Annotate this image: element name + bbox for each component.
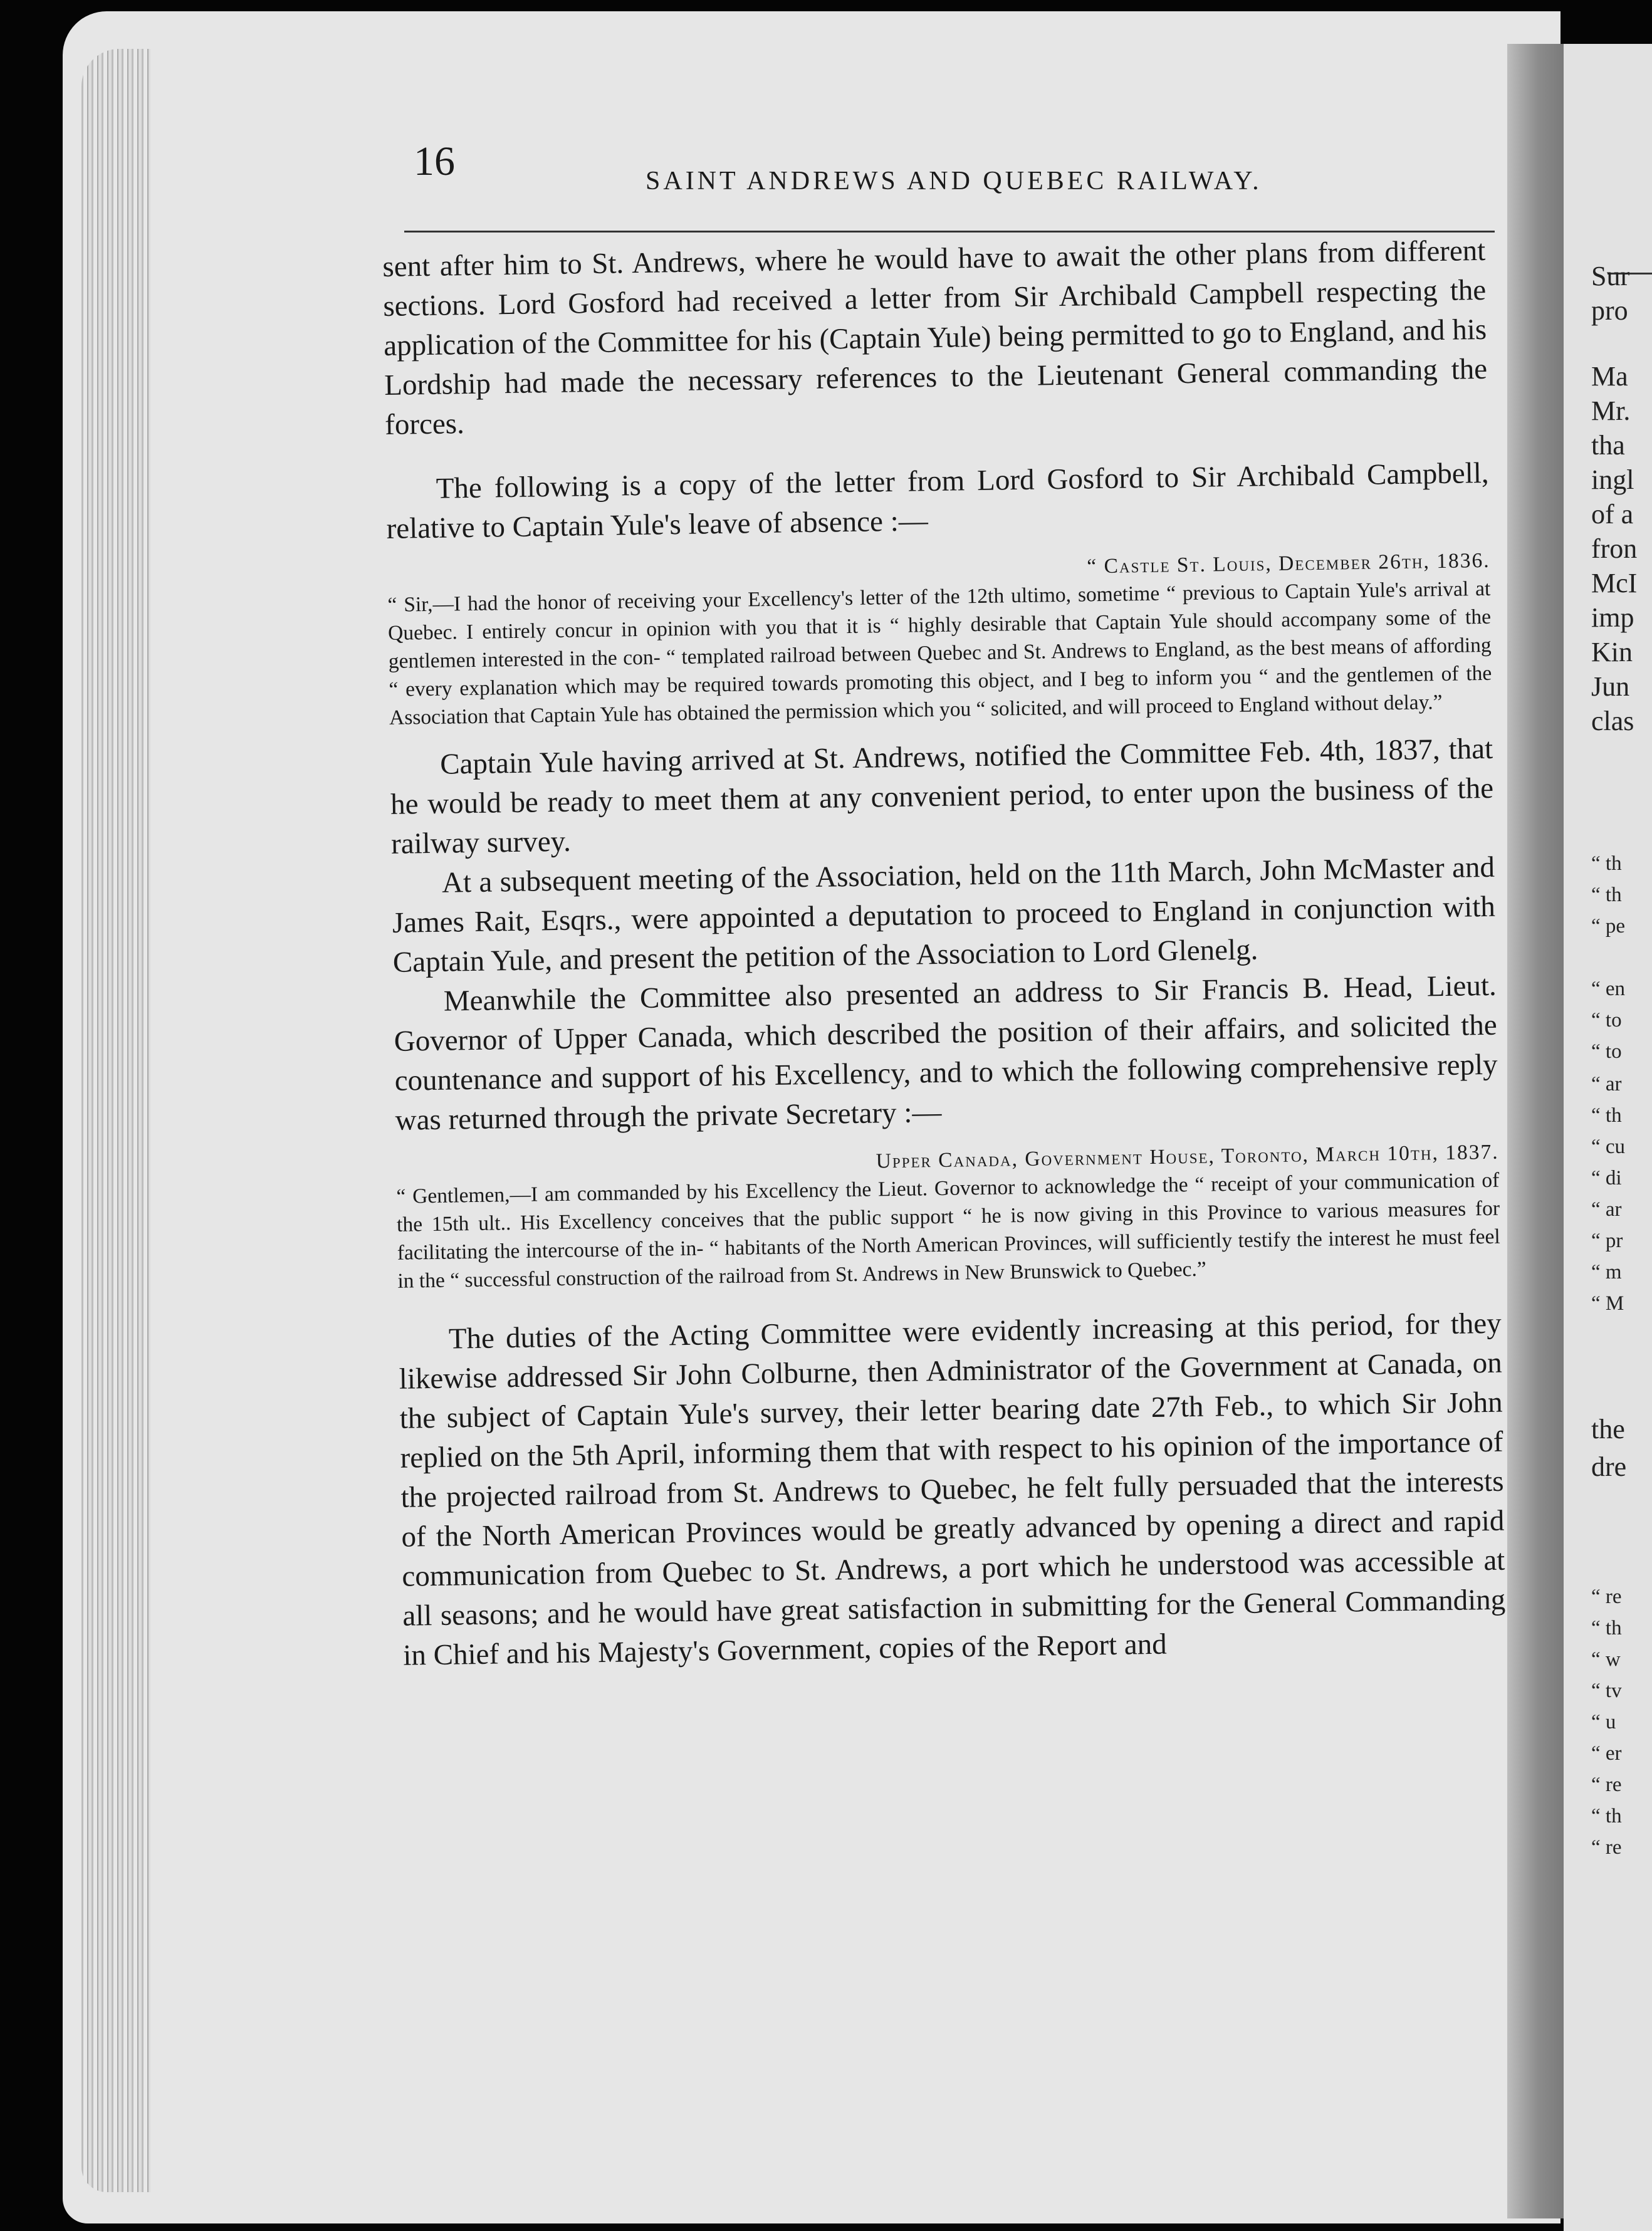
facing-page-text-fragment: dre <box>1591 1451 1627 1482</box>
paragraph-3: Captain Yule having arrived at St. Andrews, notified the Committee Feb. 4th, 1837, that he would be ready to meet them at any convenient period, to enter upon the business of the railway survey. <box>390 732 1494 860</box>
header-rule <box>404 231 1495 233</box>
facing-page-text-fragment: imp <box>1591 602 1634 633</box>
facing-page-text-fragment: the <box>1591 1414 1625 1445</box>
facing-page-text-fragment: “ re <box>1591 1586 1622 1608</box>
running-title: SAINT ANDREWS AND QUEBEC RAILWAY. <box>646 167 1262 196</box>
facing-page-text-fragment: “ pr <box>1591 1230 1623 1252</box>
letter-2-dateline: Upper Canada, Government House, Toronto, March 10th, 1837. <box>876 1140 1499 1173</box>
facing-page-text-fragment: Ma <box>1591 361 1628 392</box>
facing-page-text-fragment: “ th <box>1591 884 1622 906</box>
paragraph-6: The duties of the Acting Committee were evidently increasing at this period, for they likewise addressed Sir John Colburne, then Administrator of the Government at Canada, on the subject of Captain Yule's survey, their letter bearing date 27th Feb., to which Sir John replied on the 5th April, informing them that with respect to his opinion of the importance of the projected railroad from St. Andrews to Quebec, he felt fully persuaded that the interests of the North American Provinces would be greatly advanced by opening a direct and rapid communication from Quebec to St. Andrews, a port which he understood was accessible at all seasons; and he would have great satisfaction in submitting for the General Commanding in Chief and his Majesty's Government, copies of the Report and <box>399 1307 1506 1672</box>
facing-page-text-fragment: “ re <box>1591 1836 1622 1859</box>
facing-page-text-fragment: “ w <box>1591 1648 1621 1671</box>
facing-page-text-fragment: ingl <box>1591 464 1634 495</box>
letter-2-text: “ Gentlemen,—I am commanded by his Excellency the Lieut. Governor to acknowledge the “ receipt of your communication of the 15th ult.. His Excellency conceives that the public support “ he is now giving in this Province to various measures for facilitating the intercourse of the in- “ habitants of the North American Provinces, will sufficiently testify the interest he must feel in the “ successful construction of the railroad from St. Andrews in New Brunswick to Quebec.” <box>396 1168 1500 1293</box>
facing-page-text-fragment: “ tv <box>1591 1680 1622 1702</box>
facing-page-text-fragment: “ en <box>1591 978 1626 1000</box>
facing-page-text-fragment: “ th <box>1591 852 1622 875</box>
paragraph-4: At a subsequent meeting of the Association, held on the 11th March, John McMaster and James Rait, Esqrs., were appointed a deputation to proceed to England in conjunction with Captain Yule, and present the petition of the Association to Lord Glenelg. <box>392 850 1496 979</box>
facing-page-text-fragment: McI <box>1591 568 1638 598</box>
facing-page-text-fragment: “ th <box>1591 1805 1622 1827</box>
facing-page-text-fragment: tha <box>1591 430 1625 461</box>
stacked-page-edges <box>81 49 150 2192</box>
facing-page-text-fragment: Sur <box>1591 261 1630 291</box>
paragraph-5: Meanwhile the Committee also presented an address to Sir Francis B. Head, Lieut. Governor of Upper Canada, which described the position of their affairs, and solicited the countenance and support of his Excellency, and to which the following comprehensive reply was returned through the private Secretary :— <box>394 969 1498 1137</box>
paragraph-1: sent after him to St. Andrews, where he would have to await the other plans from different sections. Lord Gosford had received a letter from Sir Archibald Campbell respecting the application of the Committee for his (Captain Yule) being permitted to go to England, and his Lordship had made the necessary references to the Lieutenant General commanding the forces. <box>382 234 1488 441</box>
facing-page-text-fragment: clas <box>1591 706 1634 736</box>
facing-page-text-fragment: Jun <box>1591 671 1630 702</box>
facing-page-text-fragment: “ M <box>1591 1292 1624 1315</box>
facing-page-text-fragment: “ th <box>1591 1617 1622 1639</box>
facing-page-text-fragment: “ ar <box>1591 1073 1622 1095</box>
letter-1-text: “ Sir,—I had the honor of receiving your Excellency's letter of the 12th ultimo, sometime “ previous to Captain Yule's arrival at Quebec. I entirely concur in opinion with you that it is “ highly desirable that Captain Yule should accompany some of the gentlemen interested in the con- “ templated railroad between Quebec and St. Andrews to England, as the best means of affording “ every explanation which may be required towards promoting this object, and I beg to inform you “ and the gentlemen of the Association that Captain Yule has obtained the permission which you “ solicited, and will proceed to England without delay.” <box>387 577 1492 729</box>
facing-page-text-fragment: “ th <box>1591 1104 1622 1127</box>
page-number: 16 <box>414 138 455 184</box>
facing-page-text-fragment: “ pe <box>1591 915 1626 938</box>
facing-page-text-fragment: pro <box>1591 295 1628 326</box>
facing-page-text-fragment: “ re <box>1591 1774 1622 1796</box>
facing-page-text-fragment: “ di <box>1591 1167 1622 1189</box>
facing-page-text-fragment: “ ar <box>1591 1198 1622 1221</box>
facing-page-text-fragment: Mr. <box>1591 395 1631 426</box>
book-gutter <box>1507 44 1564 2218</box>
facing-page-text-fragment: of a <box>1591 499 1634 530</box>
letter-1-dateline: “ Castle St. Louis, December 26th, 1836. <box>1087 548 1490 578</box>
facing-page-text-fragment: Kin <box>1591 637 1633 667</box>
page-body <box>382 231 1507 1676</box>
facing-page-text-fragment: “ to <box>1591 1040 1622 1063</box>
facing-page-text-fragment: “ to <box>1591 1009 1622 1032</box>
paragraph-2: The following is a copy of the letter from Lord Gosford to Sir Archibald Campbell, relative to Captain Yule's leave of absence :— <box>386 456 1489 545</box>
facing-page-text-fragment: “ m <box>1591 1261 1622 1283</box>
facing-page-text-fragment: “ er <box>1591 1742 1622 1765</box>
facing-page-text-fragment: “ u <box>1591 1711 1616 1733</box>
facing-page-text-fragment: “ cu <box>1591 1136 1626 1158</box>
facing-page-text-fragment: fron <box>1591 533 1638 564</box>
facing-page-fragment <box>1564 44 1652 2231</box>
